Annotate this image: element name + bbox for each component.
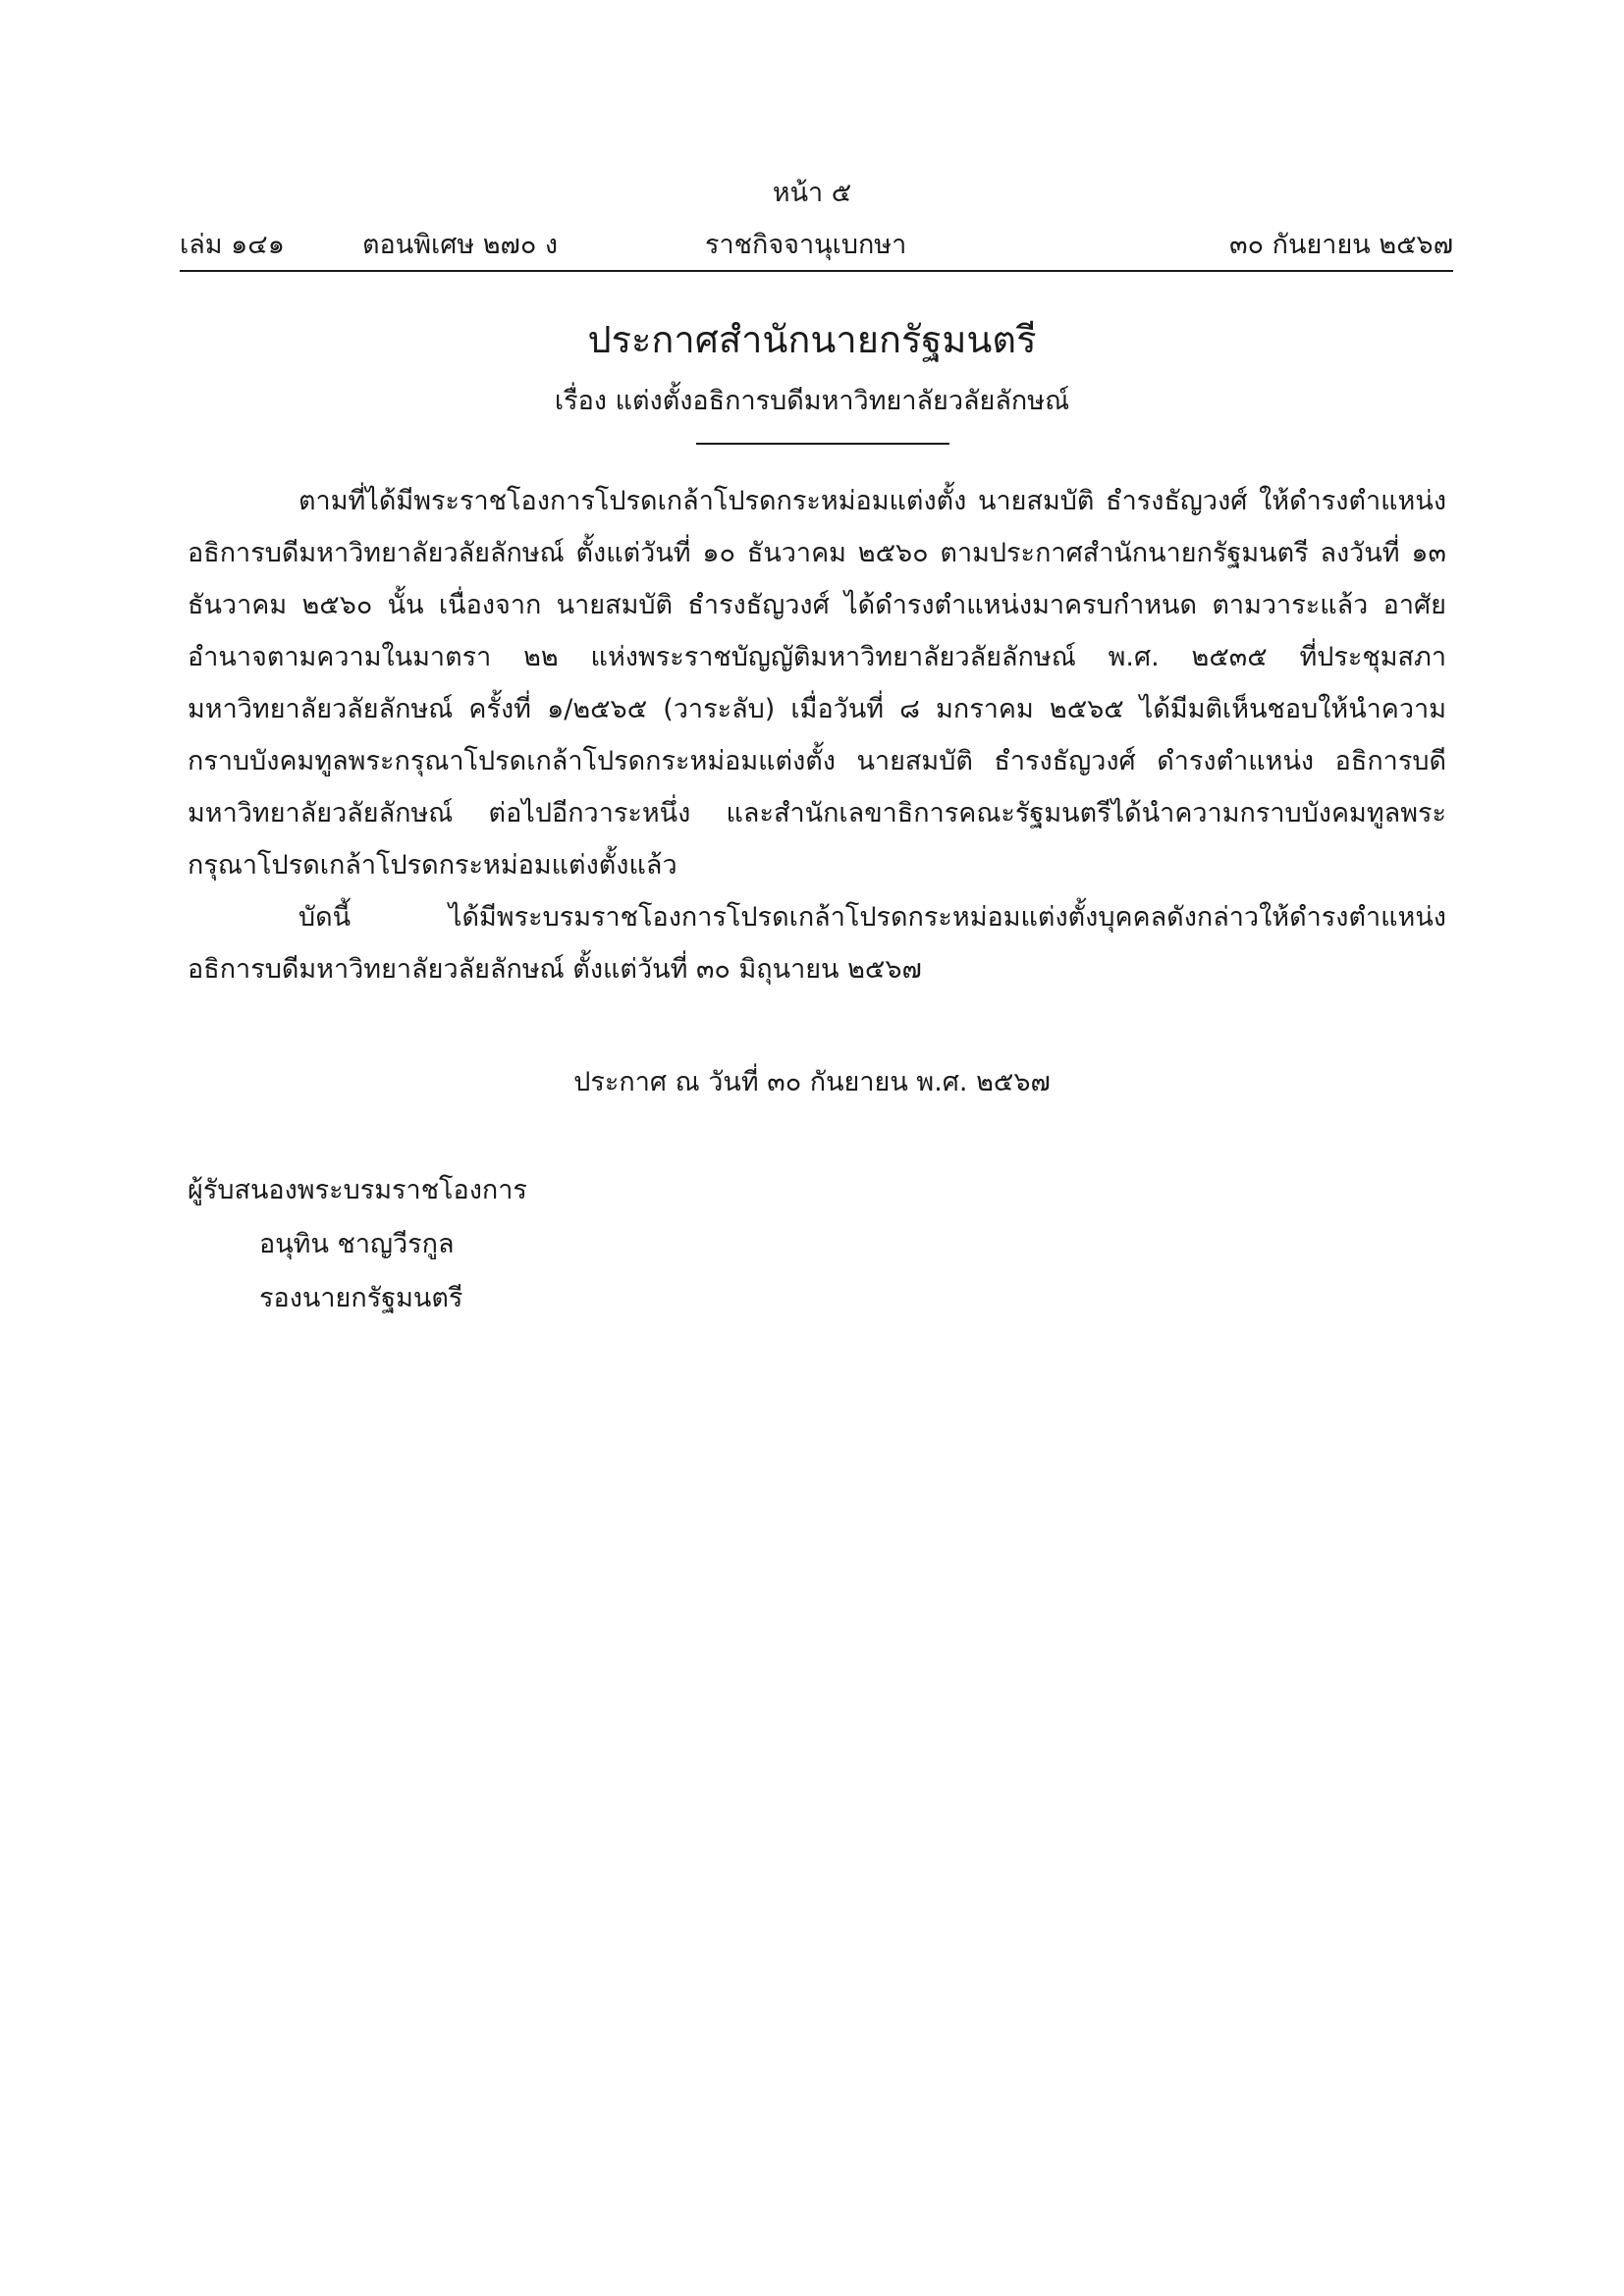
gazette-header: [180, 223, 1453, 266]
signer-name: อนุทิน ชาญวีรกูล: [259, 1229, 455, 1259]
document-subject: เรื่อง แต่งตั้งอธิการบดีมหาวิทยาลัยวลัยลักษณ์: [554, 386, 1070, 416]
body-paragraph-1: ตามที่ได้มีพระราชโองการโปรดเกล้าโปรดกระหม่อมแต่งตั้ง นายสมบัติ ธำรงธัญวงศ์ ให้ดำรงตำแหน่ง อธิการบดีมหาวิทยาลัยวลัยลักษณ์ ตั้งแต่วันที่ ๑๐ ธันวาคม ๒๕๖๐ ตามประกาศสำนักนายกรัฐมนตรี ลงวันที่ ๑๓ ธันวาคม ๒๕๖๐ นั้น เนื่องจาก นายสมบัติ ธำรงธัญวงศ์ ได้ดำรงตำแหน่งมาครบกำหนด ตามวาระแล้ว อาศัยอำนาจตามความในมาตรา ๒๒ แห่งพระราชบัญญัติมหาวิทยาลัยวลัยลักษณ์ พ.ศ. ๒๕๓๕ ที่ประชุมสภามหาวิทยาลัยวลัยลักษณ์ ครั้งที่ ๑/๒๕๖๕ (วาระลับ) เมื่อวันที่ ๘ มกราคม ๒๕๖๕ ได้มีมติเห็นชอบให้นำความกราบบังคมทูลพระกรุณาโปรดเกล้าโปรดกระหม่อมแต่งตั้ง นายสมบัติ ธำรงธัญวงศ์ ดำรงตำแหน่ง อธิการบดีมหาวิทยาลัยวลัยลักษณ์ ต่อไปอีกวาระหนึ่ง และสำนักเลขาธิการคณะรัฐมนตรีได้นำความกราบบังคมทูลพระกรุณาโปรดเกล้าโปรดกระหม่อมแต่งตั้งแล้ว: [188, 486, 1446, 881]
page-number: หน้า ๕: [772, 178, 852, 208]
signer-position: รองนายกรัฐมนตรี: [259, 1283, 463, 1313]
publication-date: ๓๐ กันยายน ๒๕๖๗: [1229, 230, 1453, 260]
header-divider: [180, 270, 1453, 272]
document-title: ประกาศสำนักนายกรัฐมนตรี: [587, 318, 1037, 361]
proclamation-date: ประกาศ ณ วันที่ ๓๐ กันยายน พ.ศ. ๒๕๖๗: [573, 1067, 1051, 1097]
document-body: [188, 475, 1446, 995]
body-paragraph-2: บัดนี้ ได้มีพระบรมราชโองการโปรดเกล้าโปรดกระหม่อมแต่งตั้งบุคคลดังกล่าวให้ดำรงตำแหน่ง อธิการบดีมหาวิทยาลัยวลัยลักษณ์ ตั้งแต่วันที่ ๓๐ มิถุนายน ๒๕๖๗: [188, 902, 1446, 985]
title-divider: [696, 443, 949, 445]
issue-number: ตอนพิเศษ ๒๗๐ ง: [362, 230, 559, 260]
volume-number: เล่ม ๑๔๑: [180, 230, 285, 260]
countersign-label: ผู้รับสนองพระบรมราชโองการ: [188, 1175, 527, 1205]
gazette-name: ราชกิจจานุเบกษา: [705, 230, 907, 260]
